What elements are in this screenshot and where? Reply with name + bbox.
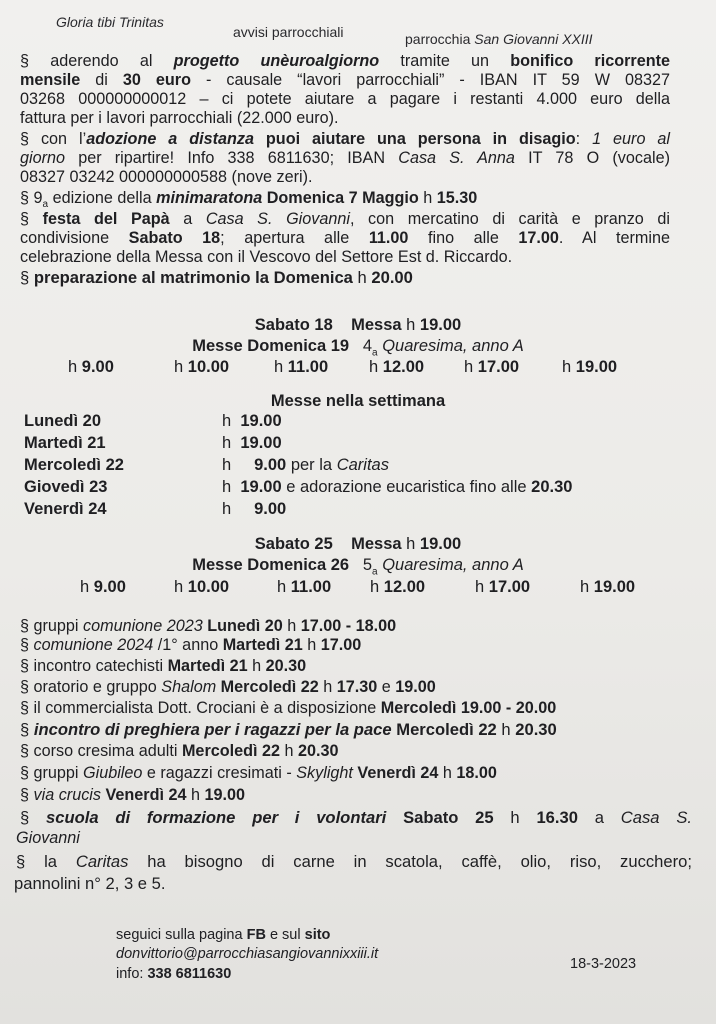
notice-fathers-day-line2: condivisione Sabato 18; apertura alle 11.00 fino alle 17.00. Al termine (20, 229, 670, 247)
notice-marriage-prep: § preparazione al matrimonio la Domenica h 20.00 (20, 268, 413, 287)
weekday-row-day: Lunedì 20 (24, 412, 102, 430)
notice-project-line3: 03268 000000000012 – ci potete aiutare a pagare i restanti 4.000 euro della (20, 90, 670, 108)
notice-communion-2023: § gruppi comunione 2023 Lunedì 20 h 17.00 - 18.00 (20, 617, 397, 635)
sunday-26-time-6: h 19.00 (580, 578, 636, 596)
notice-volunteer-school-line2: Giovanni (16, 829, 80, 847)
weekday-row-day: Martedì 21 (24, 434, 106, 452)
sunday-26-time-2: h 10.00 (174, 578, 230, 596)
notice-adult-confirmation: § corso cresima adulti Mercoledì 22 h 20.30 (20, 742, 339, 760)
weekday-row-day: Mercoledì 22 (24, 456, 124, 474)
notice-adoption-line1: § con l’adozione a distanza puoi aiutare una persona in disagio: 1 euro al (20, 130, 670, 148)
notice-prayer-meeting: § incontro di preghiera per i ragazzi per la pace Mercoledì 22 h 20.30 (20, 720, 557, 739)
notice-minimarathon: § $9_a$ edizione della minimaratona Domenica 7 Maggio h 15.30 (20, 189, 478, 211)
footer-date: 18-3-2023 (570, 956, 637, 972)
notice-adoption-line2: giorno per ripartire! Info 338 6811630; IBAN Casa S. Anna IT 78 O (vocale) (20, 149, 670, 167)
weekday-row-time: h 9.00 (222, 500, 287, 518)
notice-via-crucis: § via crucis Venerdì 24 h 19.00 (20, 786, 245, 804)
notice-project-line2: mensile di 30 euro - causale “lavori parrocchiali” - IBAN IT 59 W 08327 (20, 71, 670, 89)
sunday-26-time-1: h 9.00 (80, 578, 126, 596)
sunday-26-time-5: h 17.00 (475, 578, 531, 596)
saturday-25-mass: Sabato 25 Messa h 19.00 (254, 535, 462, 553)
sunday-26-time-4: h 12.00 (370, 578, 426, 596)
notice-caritas-line2: pannolini n° 2, 3 e 5. (14, 874, 166, 893)
weekday-row-time: h 19.00 (222, 434, 282, 452)
notice-volunteer-school-line1: § scuola di formazione per i volontari Sabato 25 h 16.30 a Casa S. (20, 808, 692, 827)
weekday-row-time: h 9.00 per la Caritas (222, 456, 389, 474)
sunday-19-time-4: h 12.00 (369, 358, 425, 376)
footer-info: info: 338 6811630 (116, 966, 232, 982)
notice-adoption-line3: 08327 03242 000000000588 (nove zeri). (20, 168, 313, 186)
weekday-masses-title: Messe nella settimana (270, 392, 446, 410)
sunday-26-time-3: h 11.00 (277, 578, 332, 596)
sunday-26-masses: Messe Domenica 26 $5_a$ Quaresima, anno A (192, 556, 524, 578)
notice-accountant: § il commercialista Dott. Crociani è a disposizione Mercoledì 19.00 - 20.00 (20, 699, 557, 717)
sunday-19-time-5: h 17.00 (464, 358, 520, 376)
notice-fathers-day-line3: celebrazione della Messa con il Vescovo del Settore Est d. Riccardo. (20, 248, 513, 266)
notice-project-line4: fattura per i lavori parrocchiali (22.000 euro). (20, 109, 339, 127)
weekday-row-day: Venerdì 24 (24, 500, 107, 518)
sunday-19-masses: Messe Domenica 19 $4_a$ Quaresima, anno A (192, 337, 524, 359)
header-title: avvisi parrocchiali (233, 24, 344, 40)
header-parish: parrocchia San Giovanni XXIII (405, 31, 593, 47)
sunday-19-time-6: h 19.00 (562, 358, 618, 376)
notice-project-line1: § aderendo al progetto unèuroalgiorno tramite un bonifico ricorrente (20, 52, 670, 70)
notice-fathers-day-line1: § festa del Papà a Casa S. Giovanni, con mercatino di carità e pranzo di (20, 210, 670, 228)
sunday-19-time-3: h 11.00 (274, 358, 329, 376)
sunday-19-time-1: h 9.00 (68, 358, 114, 376)
notice-catechists: § incontro catechisti Martedì 21 h 20.30 (20, 657, 307, 675)
notice-oratory: § oratorio e gruppo Shalom Mercoledì 22 h 17.30 e 19.00 (20, 678, 436, 696)
saturday-18-mass: Sabato 18 Messa h 19.00 (254, 316, 462, 334)
notice-caritas-line1: § la Caritas ha bisogno di carne in scatola, caffè, olio, riso, zucchero; (16, 852, 692, 871)
footer-email-link[interactable]: donvittorio@parrocchiasangiovannixxiii.it (116, 946, 379, 962)
weekday-row-day: Giovedì 23 (24, 478, 108, 496)
footer-follow: seguici sulla pagina FB e sul sito (116, 927, 331, 943)
notice-communion-2024: § comunione 2024 /1° anno Martedì 21 h 17.00 (20, 636, 362, 654)
weekday-row-time: h 19.00 (222, 412, 282, 430)
notice-giubileo-groups: § gruppi Giubileo e ragazzi cresimati - Skylight Venerdì 24 h 18.00 (20, 764, 497, 782)
sunday-19-time-2: h 10.00 (174, 358, 230, 376)
weekday-row-time: h 19.00 e adorazione eucaristica fino alle 20.30 (222, 478, 573, 496)
header-motto: Gloria tibi Trinitas (56, 14, 164, 30)
